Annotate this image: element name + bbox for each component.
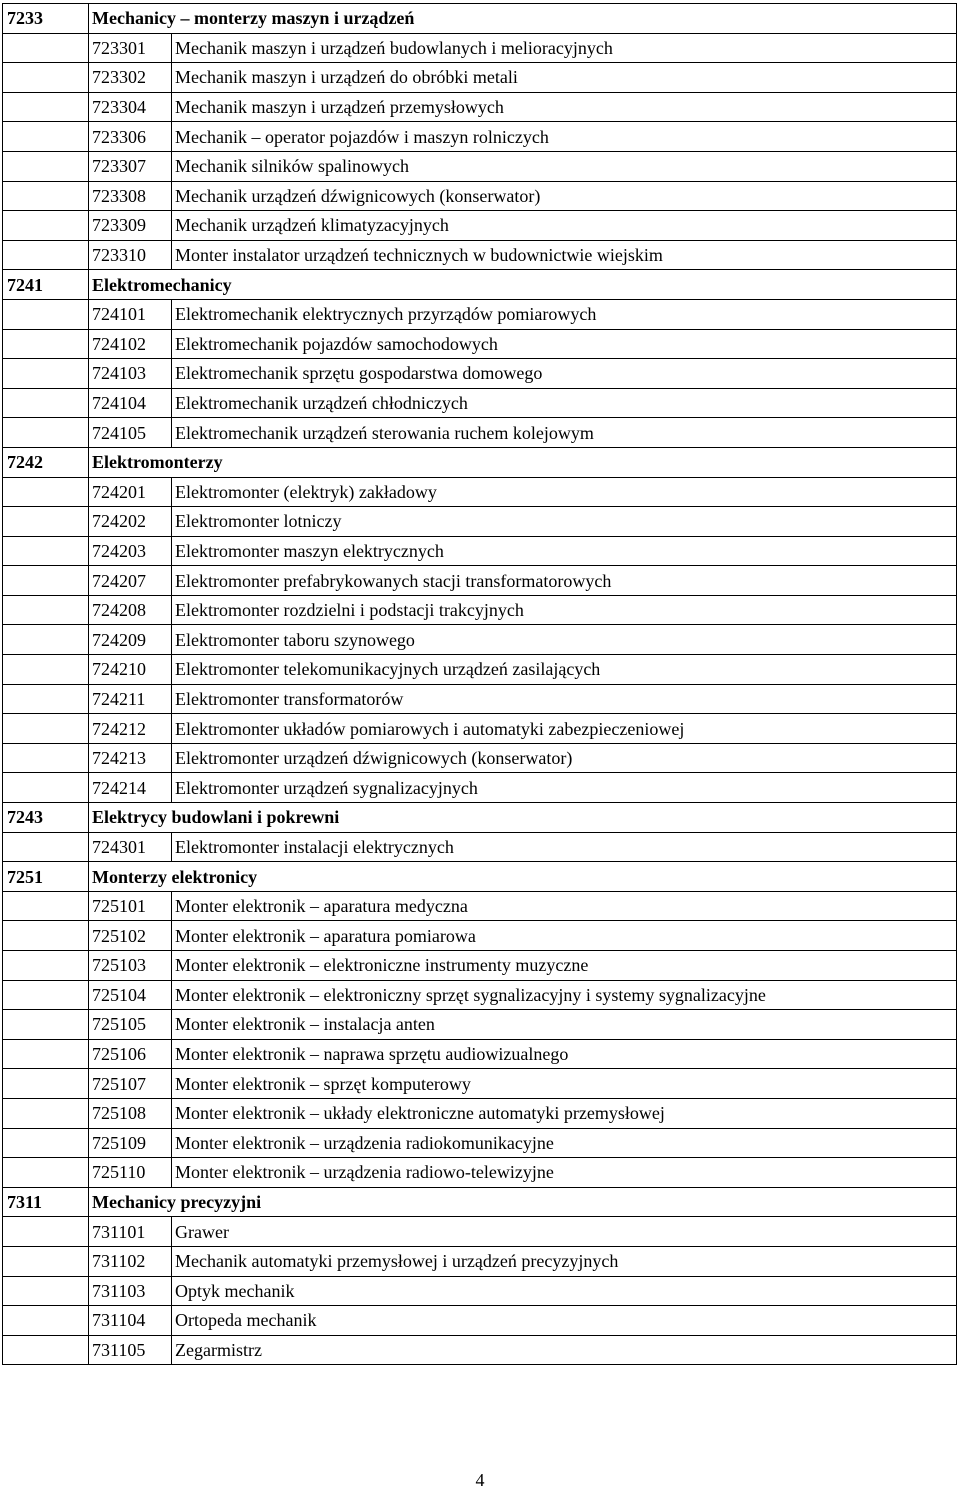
occupation-name: Elektromonter taboru szynowego [172, 625, 957, 655]
occupation-code: 724203 [89, 536, 172, 566]
occupation-row [3, 951, 957, 981]
group-code: 7242 [3, 447, 89, 477]
occupation-name: Monter elektronik – elektroniczne instrumenty muzyczne [172, 951, 957, 981]
occupation-code: 725107 [89, 1069, 172, 1099]
occupation-row [3, 1276, 957, 1306]
occupation-name: Elektromonter maszyn elektrycznych [172, 536, 957, 566]
indent-cell [3, 299, 89, 329]
occupation-row [3, 1128, 957, 1158]
occupation-code: 725110 [89, 1158, 172, 1188]
occupation-name: Mechanik maszyn i urządzeń do obróbki metali [172, 63, 957, 93]
group-row [3, 447, 957, 477]
occupation-name: Grawer [172, 1217, 957, 1247]
group-code: 7251 [3, 862, 89, 892]
group-name: Elektromonterzy [89, 447, 957, 477]
occupation-code: 725106 [89, 1039, 172, 1069]
occupation-code: 724103 [89, 359, 172, 389]
occupation-row [3, 92, 957, 122]
group-name: Mechanicy – monterzy maszyn i urządzeń [89, 4, 957, 34]
indent-cell [3, 1335, 89, 1365]
occupation-row [3, 181, 957, 211]
indent-cell [3, 1039, 89, 1069]
occupation-code: 723301 [89, 33, 172, 63]
occupation-name: Monter elektronik – układy elektroniczne automatyki przemysłowej [172, 1098, 957, 1128]
occupation-row [3, 240, 957, 270]
group-row [3, 862, 957, 892]
group-name: Elektrycy budowlani i pokrewni [89, 803, 957, 833]
occupation-row [3, 1039, 957, 1069]
occupation-code: 724301 [89, 832, 172, 862]
page-number: 4 [475, 1470, 485, 1490]
indent-cell [3, 1010, 89, 1040]
occupation-row [3, 743, 957, 773]
group-row [3, 270, 957, 300]
occupation-code: 725108 [89, 1098, 172, 1128]
occupation-row [3, 359, 957, 389]
occupation-row [3, 1098, 957, 1128]
group-name: Elektromechanicy [89, 270, 957, 300]
indent-cell [3, 773, 89, 803]
occupation-name: Monter elektronik – urządzenia radiowo-telewizyjne [172, 1158, 957, 1188]
occupation-name: Ortopeda mechanik [172, 1306, 957, 1336]
occupation-name: Elektromonter urządzeń dźwignicowych (konserwator) [172, 743, 957, 773]
group-row [3, 4, 957, 34]
occupation-row [3, 1069, 957, 1099]
occupation-name: Elektromonter układów pomiarowych i automatyki zabezpieczeniowej [172, 714, 957, 744]
occupation-code: 724211 [89, 684, 172, 714]
group-row [3, 803, 957, 833]
indent-cell [3, 477, 89, 507]
occupation-row [3, 1010, 957, 1040]
indent-cell [3, 1158, 89, 1188]
occupation-code: 724209 [89, 625, 172, 655]
indent-cell [3, 1128, 89, 1158]
occupation-code: 724212 [89, 714, 172, 744]
occupation-name: Elektromechanik pojazdów samochodowych [172, 329, 957, 359]
group-row [3, 1187, 957, 1217]
occupation-code: 723307 [89, 151, 172, 181]
occupation-name: Monter elektronik – aparatura medyczna [172, 891, 957, 921]
indent-cell [3, 625, 89, 655]
occupation-code: 731103 [89, 1276, 172, 1306]
occupation-name: Mechanik maszyn i urządzeń budowlanych i melioracyjnych [172, 33, 957, 63]
indent-cell [3, 1217, 89, 1247]
occupation-row [3, 1158, 957, 1188]
occupation-row [3, 418, 957, 448]
indent-cell [3, 92, 89, 122]
occupation-row [3, 921, 957, 951]
occupation-row [3, 299, 957, 329]
occupation-code: 724210 [89, 655, 172, 685]
occupation-row [3, 151, 957, 181]
occupation-classification-table [2, 3, 957, 1365]
occupation-code: 723306 [89, 122, 172, 152]
occupation-code: 724101 [89, 299, 172, 329]
occupation-code: 731102 [89, 1246, 172, 1276]
occupation-code: 724214 [89, 773, 172, 803]
occupation-row [3, 1217, 957, 1247]
occupation-name: Elektromonter transformatorów [172, 684, 957, 714]
indent-cell [3, 418, 89, 448]
indent-cell [3, 1276, 89, 1306]
occupation-name: Mechanik silników spalinowych [172, 151, 957, 181]
group-code: 7243 [3, 803, 89, 833]
indent-cell [3, 743, 89, 773]
occupation-name: Monter elektronik – instalacja anten [172, 1010, 957, 1040]
occupation-name: Elektromechanik urządzeń chłodniczych [172, 388, 957, 418]
indent-cell [3, 566, 89, 596]
occupation-name: Elektromechanik urządzeń sterowania ruchem kolejowym [172, 418, 957, 448]
indent-cell [3, 832, 89, 862]
occupation-code: 723302 [89, 63, 172, 93]
occupation-code: 724208 [89, 595, 172, 625]
group-name: Mechanicy precyzyjni [89, 1187, 957, 1217]
occupation-row [3, 122, 957, 152]
indent-cell [3, 1306, 89, 1336]
occupation-row [3, 388, 957, 418]
occupation-name: Monter elektronik – sprzęt komputerowy [172, 1069, 957, 1099]
occupation-code: 731101 [89, 1217, 172, 1247]
occupation-name: Mechanik – operator pojazdów i maszyn rolniczych [172, 122, 957, 152]
occupation-name: Optyk mechanik [172, 1276, 957, 1306]
occupation-row [3, 1335, 957, 1365]
indent-cell [3, 240, 89, 270]
occupation-row [3, 63, 957, 93]
occupation-name: Elektromonter rozdzielni i podstacji trakcyjnych [172, 595, 957, 625]
occupation-name: Monter elektronik – naprawa sprzętu audiowizualnego [172, 1039, 957, 1069]
occupation-code: 723308 [89, 181, 172, 211]
occupation-code: 725103 [89, 951, 172, 981]
occupation-name: Elektromonter telekomunikacyjnych urządzeń zasilających [172, 655, 957, 685]
occupation-row [3, 773, 957, 803]
indent-cell [3, 329, 89, 359]
occupation-code: 724202 [89, 507, 172, 537]
occupation-code: 723310 [89, 240, 172, 270]
occupation-row [3, 211, 957, 241]
indent-cell [3, 891, 89, 921]
indent-cell [3, 33, 89, 63]
group-name: Monterzy elektronicy [89, 862, 957, 892]
occupation-name: Monter elektronik – aparatura pomiarowa [172, 921, 957, 951]
occupation-row [3, 655, 957, 685]
indent-cell [3, 980, 89, 1010]
occupation-row [3, 477, 957, 507]
occupation-name: Monter elektronik – urządzenia radiokomunikacyjne [172, 1128, 957, 1158]
indent-cell [3, 655, 89, 685]
indent-cell [3, 714, 89, 744]
occupation-code: 724201 [89, 477, 172, 507]
indent-cell [3, 595, 89, 625]
occupation-name: Mechanik urządzeń klimatyzacyjnych [172, 211, 957, 241]
occupation-code: 723304 [89, 92, 172, 122]
occupation-name: Elektromechanik elektrycznych przyrządów pomiarowych [172, 299, 957, 329]
occupation-row [3, 891, 957, 921]
indent-cell [3, 684, 89, 714]
indent-cell [3, 63, 89, 93]
occupation-row [3, 329, 957, 359]
indent-cell [3, 211, 89, 241]
occupation-name: Elektromonter instalacji elektrycznych [172, 832, 957, 862]
indent-cell [3, 1246, 89, 1276]
occupation-name: Monter elektronik – elektroniczny sprzęt sygnalizacyjny i systemy sygnalizacyjne [172, 980, 957, 1010]
occupation-code: 725104 [89, 980, 172, 1010]
occupation-code: 724105 [89, 418, 172, 448]
occupation-row [3, 1306, 957, 1336]
occupation-row [3, 980, 957, 1010]
occupation-code: 725102 [89, 921, 172, 951]
occupation-row [3, 832, 957, 862]
occupation-row [3, 536, 957, 566]
group-code: 7241 [3, 270, 89, 300]
occupation-code: 723309 [89, 211, 172, 241]
occupation-row [3, 1246, 957, 1276]
occupation-name: Elektromonter lotniczy [172, 507, 957, 537]
occupation-name: Mechanik urządzeń dźwignicowych (konserwator) [172, 181, 957, 211]
indent-cell [3, 951, 89, 981]
indent-cell [3, 1069, 89, 1099]
occupation-row [3, 595, 957, 625]
group-code: 7311 [3, 1187, 89, 1217]
occupation-code: 725109 [89, 1128, 172, 1158]
indent-cell [3, 122, 89, 152]
occupation-code: 724102 [89, 329, 172, 359]
occupation-name: Zegarmistrz [172, 1335, 957, 1365]
indent-cell [3, 359, 89, 389]
occupation-name: Elektromonter prefabrykowanych stacji transformatorowych [172, 566, 957, 596]
occupation-code: 724104 [89, 388, 172, 418]
occupation-code: 725101 [89, 891, 172, 921]
indent-cell [3, 1098, 89, 1128]
occupation-name: Mechanik maszyn i urządzeń przemysłowych [172, 92, 957, 122]
occupation-row [3, 33, 957, 63]
occupation-row [3, 714, 957, 744]
group-code: 7233 [3, 4, 89, 34]
occupation-name: Mechanik automatyki przemysłowej i urządzeń precyzyjnych [172, 1246, 957, 1276]
indent-cell [3, 536, 89, 566]
indent-cell [3, 181, 89, 211]
occupation-row [3, 507, 957, 537]
occupation-name: Elektromonter urządzeń sygnalizacyjnych [172, 773, 957, 803]
indent-cell [3, 388, 89, 418]
occupation-row [3, 566, 957, 596]
occupation-name: Monter instalator urządzeń technicznych w budownictwie wiejskim [172, 240, 957, 270]
indent-cell [3, 921, 89, 951]
occupation-row [3, 625, 957, 655]
occupation-code: 731105 [89, 1335, 172, 1365]
occupation-row [3, 684, 957, 714]
occupation-name: Elektromechanik sprzętu gospodarstwa domowego [172, 359, 957, 389]
occupation-code: 724207 [89, 566, 172, 596]
indent-cell [3, 507, 89, 537]
occupation-code: 731104 [89, 1306, 172, 1336]
occupation-code: 724213 [89, 743, 172, 773]
indent-cell [3, 151, 89, 181]
occupation-code: 725105 [89, 1010, 172, 1040]
occupation-name: Elektromonter (elektryk) zakładowy [172, 477, 957, 507]
